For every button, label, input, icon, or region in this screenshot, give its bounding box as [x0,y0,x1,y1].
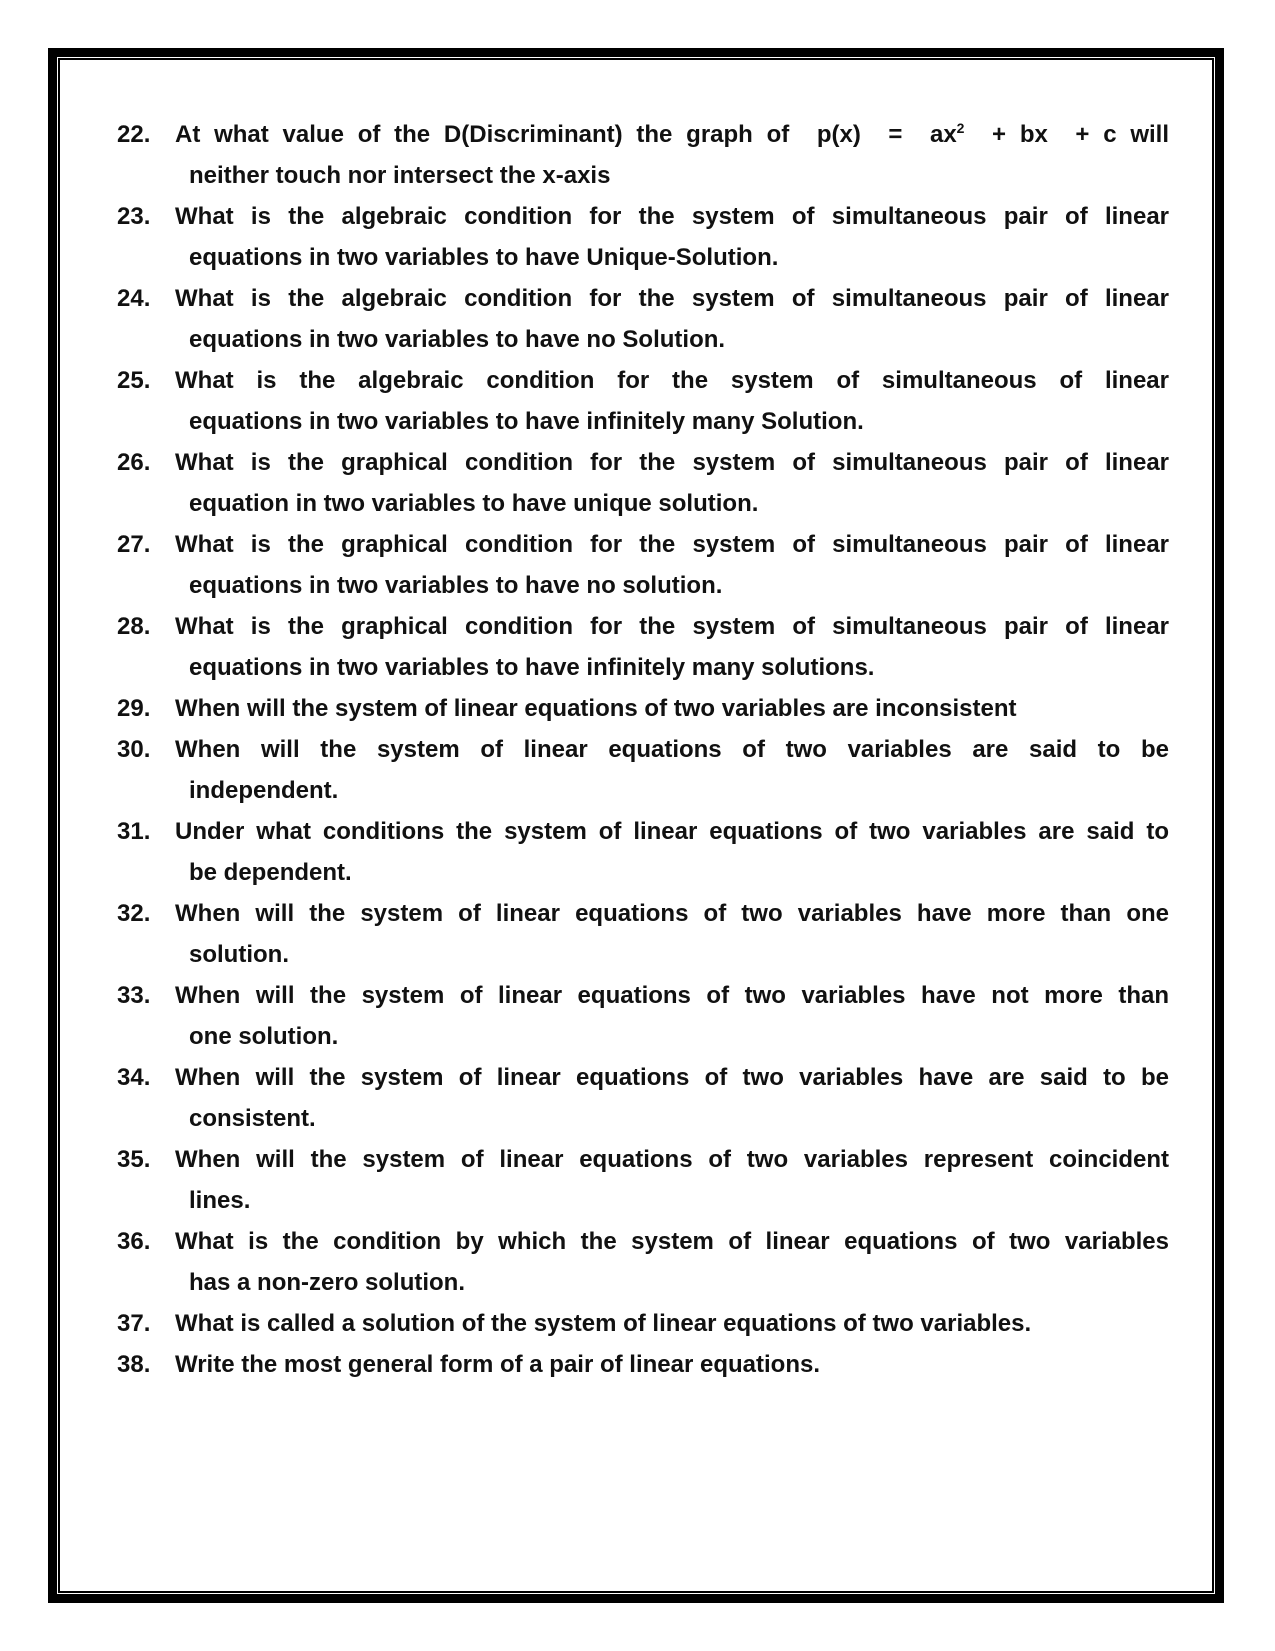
question-text [175,975,1169,1057]
question-line-1: Write the most general form of a pair of linear equations. [175,1351,820,1378]
question-line-1: What is the algebraic condition for the system of simultaneous pair of linear [175,285,1169,312]
question-text [175,1057,1169,1139]
question-32 [117,893,1169,975]
question-line-1: When will the system of linear equations of two variables have more than one [175,900,1169,927]
question-number: 38. [117,1351,151,1378]
question-line-1: Under what conditions the system of linear equations of two variables are said to [175,818,1169,845]
question-number: 31. [117,818,151,845]
exponent: 2 [956,120,965,136]
question-number: 26. [117,449,151,476]
question-line-1: When will the system of linear equations of two variables are said to be [175,736,1169,763]
question-line-2: consistent. [189,1105,316,1132]
question-36 [117,1221,1169,1303]
question-text [175,688,1169,729]
question-line-2: be dependent. [189,859,352,886]
question-number: 35. [117,1146,151,1173]
question-25 [117,360,1169,442]
question-text [175,606,1169,688]
question-number: 23. [117,203,151,230]
question-text [175,893,1169,975]
question-number: 28. [117,613,151,640]
question-line-1: What is the algebraic condition for the system of simultaneous of linear [175,367,1169,394]
question-text [175,196,1169,278]
question-31 [117,811,1169,893]
question-37 [117,1303,1169,1344]
question-number: 37. [117,1310,151,1337]
question-line-1: What is the graphical condition for the system of simultaneous pair of linear [175,613,1169,640]
question-text-part: At what value of the D(Discriminant) the graph of p(x) = ax [175,121,957,148]
question-27 [117,524,1169,606]
question-line-1: When will the system of linear equations of two variables have are said to be [175,1064,1169,1091]
question-line-2: equations in two variables to have no solution. [189,572,723,599]
question-24 [117,278,1169,360]
question-line-2: equations in two variables to have Unique-Solution. [189,244,779,271]
question-text [175,278,1169,360]
question-number: 34. [117,1064,151,1091]
question-33 [117,975,1169,1057]
question-line-1 [175,114,1169,155]
question-line-1: When will the system of linear equations of two variables represent coincident [175,1146,1169,1173]
question-line-2: equations in two variables to have infinitely many solutions. [189,654,875,681]
question-38 [117,1344,1169,1385]
question-23 [117,196,1169,278]
question-29 [117,688,1169,729]
question-line-2: equations in two variables to have no Solution. [189,326,726,353]
question-line-1: What is the condition by which the system of linear equations of two variables [175,1228,1169,1255]
question-line-2: has a non-zero solution. [189,1269,466,1296]
question-30 [117,729,1169,811]
question-text [175,729,1169,811]
question-number: 32. [117,900,151,927]
question-text-part: + bx + c will [964,121,1170,148]
question-35 [117,1139,1169,1221]
question-number: 33. [117,982,151,1009]
question-text [175,1139,1169,1221]
question-line-1: When will the system of linear equations of two variables have not more than [175,982,1169,1009]
question-22 [117,114,1169,196]
question-line-2: equation in two variables to have unique solution. [189,490,759,517]
question-line-2: solution. [189,941,289,968]
question-number: 22. [117,121,151,148]
question-number: 30. [117,736,151,763]
question-28 [117,606,1169,688]
question-line-2: lines. [189,1187,251,1214]
question-list [117,114,1169,1385]
question-text [175,442,1169,524]
question-line-1: When will the system of linear equations of two variables are inconsistent [175,695,1017,722]
question-text [175,1344,1169,1385]
question-number: 27. [117,531,151,558]
question-line-2: equations in two variables to have infinitely many Solution. [189,408,864,435]
question-text [175,524,1169,606]
question-line-1: What is called a solution of the system of linear equations of two variables. [175,1310,1032,1337]
question-number: 24. [117,285,151,312]
question-number: 29. [117,695,151,722]
question-line-2: one solution. [189,1023,339,1050]
question-line-1: What is the algebraic condition for the system of simultaneous pair of linear [175,203,1169,230]
question-line-2: independent. [189,777,339,804]
question-text [175,811,1169,893]
question-line-2: neither touch nor intersect the x-axis [189,162,611,189]
question-text [175,114,1169,196]
question-line-1: What is the graphical condition for the system of simultaneous pair of linear [175,449,1169,476]
question-text [175,1221,1169,1303]
question-text [175,360,1169,442]
question-26 [117,442,1169,524]
question-number: 36. [117,1228,151,1255]
question-text [175,1303,1169,1344]
question-34 [117,1057,1169,1139]
question-line-1: What is the graphical condition for the system of simultaneous pair of linear [175,531,1169,558]
question-number: 25. [117,367,151,394]
